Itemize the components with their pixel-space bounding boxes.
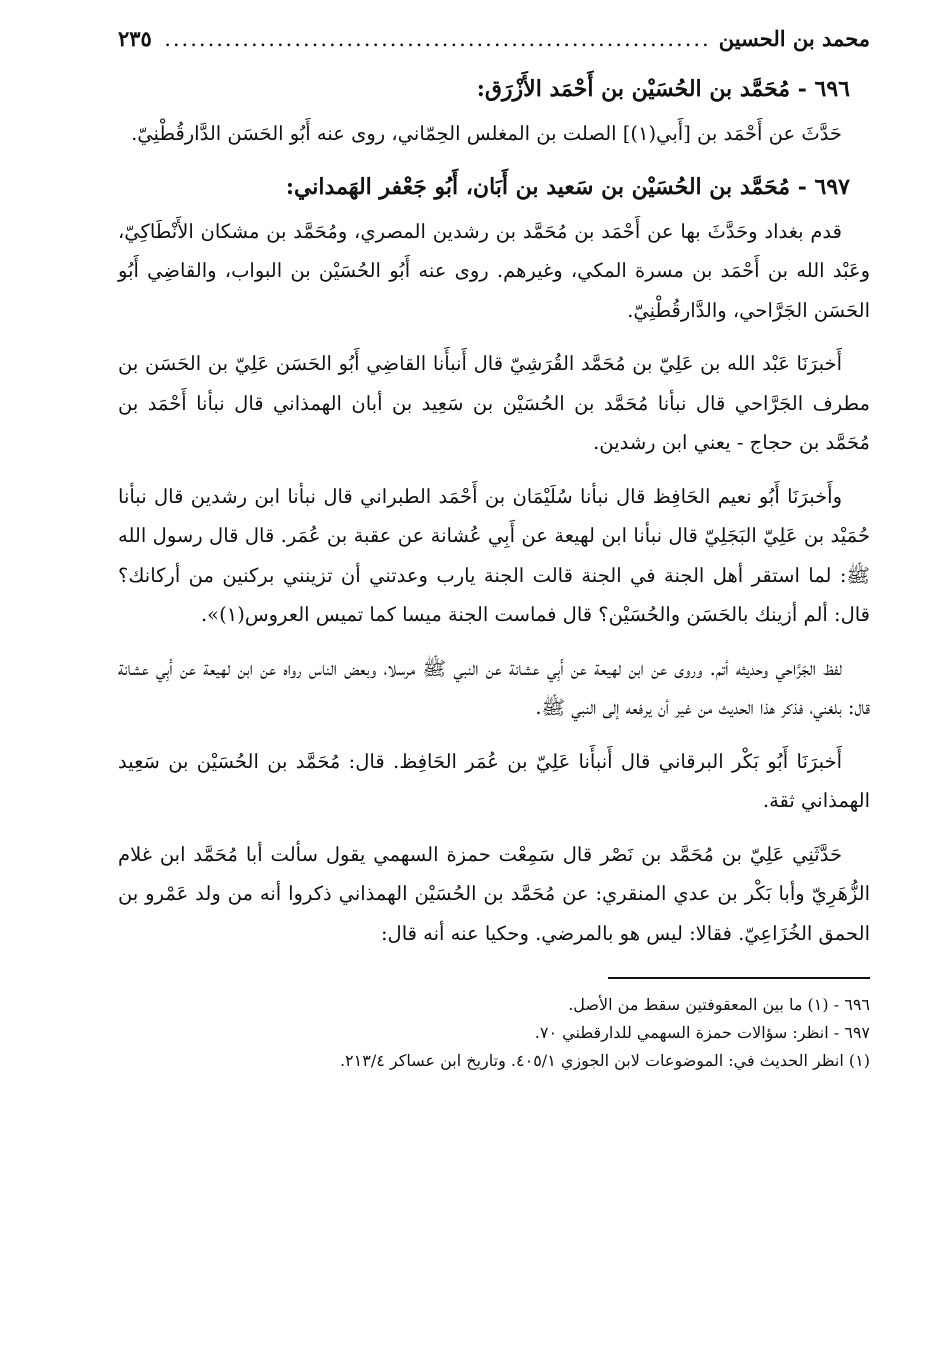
- entry-697-paragraph: لفظ الجَرَّاحي وحديثه أتم. وروى عن ابن لهيعة عن أَبِي عشانة عن النبي ﷺ مرسلا، وبعض الناس رواه عن ابن لهيعة عن أَبِي عشانة قال: بلغني، فذكر هذا الحديث من غير أن يرفعه إلى النبي ﷺ.: [118, 656, 870, 719]
- entry-697-paragraph: قدم بغداد وحَدَّثَ بها عن أَحْمَد بن مُحَمَّد بن رشدين المصري، ومُحَمَّد بن مشكان الأَنْطَاكِيّ، وعَبْد الله بن أَحْمَد بن مسرة المكي، وغيرهم. روى عنه أَبُو الحُسَيْن بن البواب، والقاضِي أَبُو الحَسَن الجَرَّاحي، والدَّارقُطْنِيّ.: [118, 219, 870, 322]
- footnote: ٦٩٦ - (١) ما بين المعقوفتين سقط من الأصل.: [568, 995, 870, 1014]
- running-header: [118, 26, 870, 60]
- footnote: (١) انظر الحديث في: الموضوعات لابن الجوزي ٤٠٥/١. وتاريخ ابن عساكر ٢١٣/٤.: [339, 1051, 870, 1070]
- running-title: محمد بن الحسين: [718, 26, 870, 51]
- entry-697-paragraph: وأَخبرَنَا أَبُو نعيم الحَافِظ قال نبأنا سُلَيْمَان بن أَحْمَد الطبراني قال نبأنا ابن رشدين قال نبأنا حُمَيْد بن عَلِيّ البَجَلِيّ قال نبأنا ابن لهيعة عن أَبِي عُشانة عن عقبة بن عُمَر. قال قال رسول الله ﷺ: لما استقر أهل الجنة في الجنة قالت الجنة يارب وعدتني أن تزينني بركنين من أركانك؟ قال: ألم أزينك بالحَسَن والحُسَيْن؟ قال فماست الجنة ميسا كما تميس العروس(١)».: [118, 484, 870, 626]
- leader-dots: [160, 27, 711, 51]
- entry-696-paragraph: حَدَّثَ عن أَحْمَد بن [أَبي(١)] الصلت بن المغلس الحِمّاني، روى عنه أَبُو الحَسَن الدَّارقُطْنِيّ.: [131, 122, 842, 145]
- footnotes: [118, 991, 870, 1075]
- page-number: ٢٣٥: [118, 26, 152, 51]
- entry-697-paragraph: أَخبرَنَا عَبْد الله بن عَلِيّ بن مُحَمَّد القُرَشِيّ قال أَنبأَنا القاضِي أَبُو الحَسَن عَلِيّ بن الحَسَن بن مطرف الجَرَّاحي قال نبأنا مُحَمَّد بن الحُسَيْن بن سَعِيد بن أبان الهمذاني قال نبأنا أَحْمَد بن مُحَمَّد بن حجاج - يعني ابن رشدين.: [118, 352, 870, 454]
- footnote-divider: [608, 977, 870, 979]
- entry-697-paragraph: حَدَّثَنِي عَلِيّ بن مُحَمَّد بن نَصْر قال سَمِعْت حمزة السهمي يقول سألت أبا مُحَمَّد ابن غلام الزُّهَرِيّ وأبا بَكْر بن عدي المنقري: عن مُحَمَّد بن الحُسَيْن الهمذاني ذكروا أنه من ولد عَمْرو بن الحمق الخُزَاعِيّ. فقالا: ليس هو بالمرضي. وحكيا عنه أنه قال:: [118, 842, 870, 945]
- entry-heading-697: ٦٩٧ - مُحَمَّد بن الحُسَيْن بن سَعيد بن أَبَان، أَبُو جَعْفر الهَمداني:: [285, 173, 850, 200]
- entry-697-paragraph: أَخبرَنَا أَبُو بَكْر البرقاني قال أَنبأَنا عَلِيّ بن عُمَر الحَافِظ. قال: مُحَمَّد بن الحُسَيْن بن سَعِيد الهمذاني ثقة.: [118, 749, 870, 812]
- entry-heading-696: ٦٩٦ - مُحَمَّد بن الحُسَيْن بن أَحْمَد الأَزْرَق:: [476, 76, 850, 102]
- footnote: ٦٩٧ - انظر: سؤالات حمزة السهمي للدارقطني ٧٠.: [534, 1023, 870, 1042]
